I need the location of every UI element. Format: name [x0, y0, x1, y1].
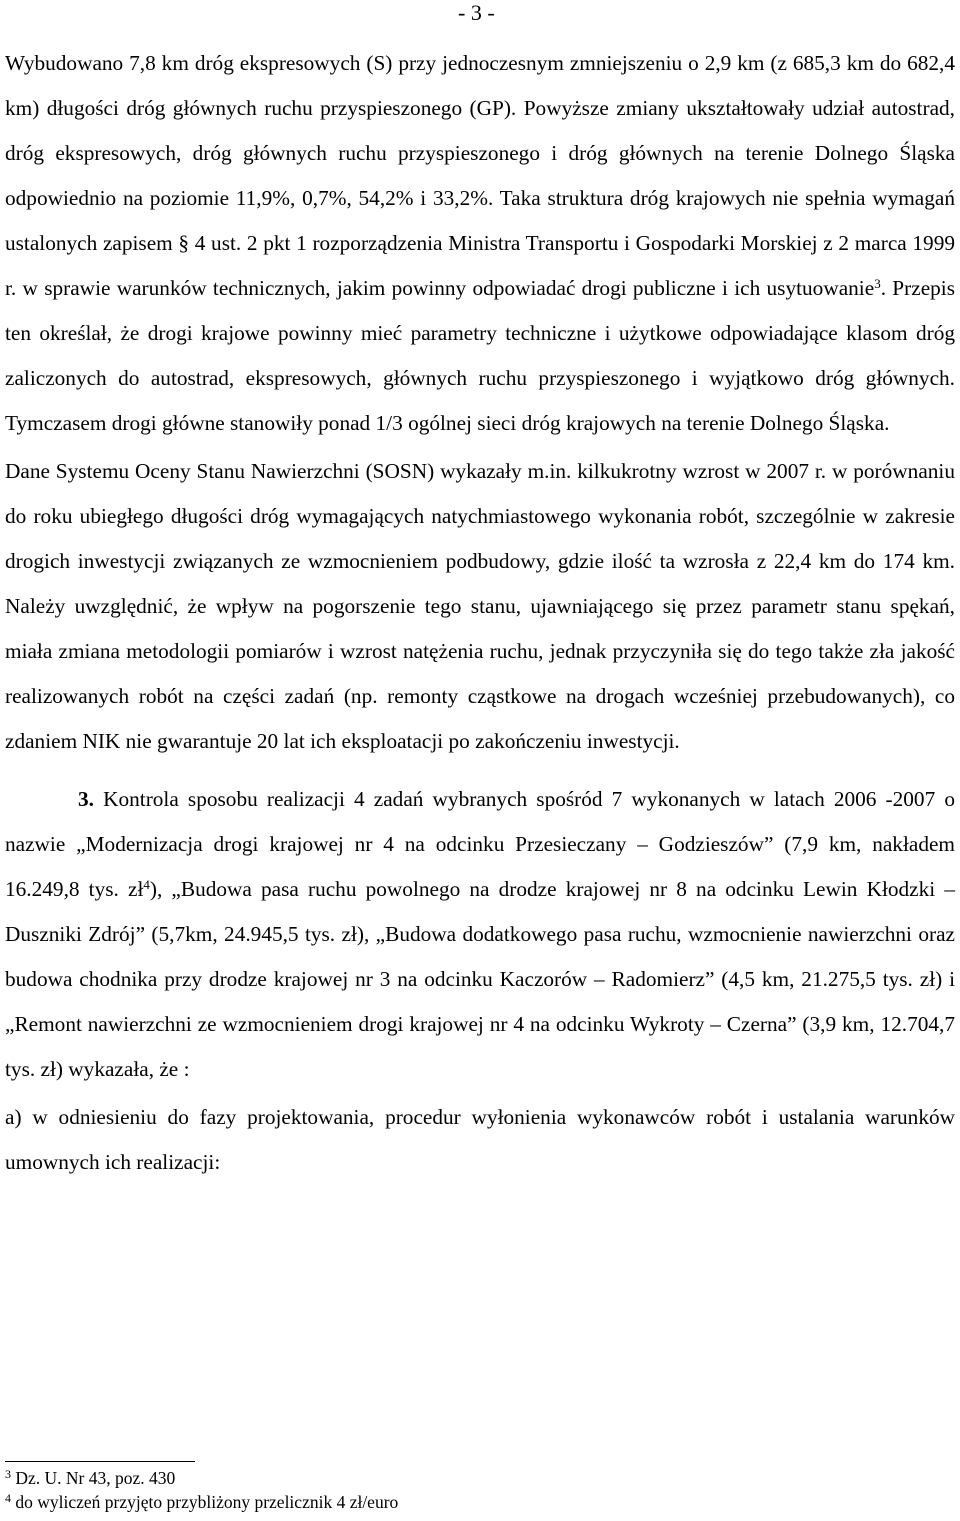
- footnote-ref: 4: [143, 877, 150, 892]
- paragraph-text: . Przepis ten określał, że drogi krajowe powinny mieć parametry techniczne i użytkowe odpowiadające klasom dróg zaliczonych do autostrad, ekspresowych, głównych ruchu przyspieszonego i wyjątkowo dróg głównych. Tymczasem drogi główne stanowiły ponad 1/3 ogólnej sieci dróg krajowych na terenie Dolnego Śląska.: [5, 276, 955, 435]
- footnote-number: 3: [5, 1467, 11, 1481]
- paragraph-text: a) w odniesieniu do fazy projektowania, procedur wyłonienia wykonawców robót i ustalania warunków umownych ich realizacji:: [5, 1105, 955, 1174]
- footnotes: [5, 1466, 955, 1514]
- paragraph-text: Wybudowano 7,8 km dróg ekspresowych (S) przy jednoczesnym zmniejszeniu o 2,9 km (z 685,3 km do 682,4 km) długości dróg głównych ruchu przyspieszonego (GP). Powyższe zmiany ukształtowały udział autostrad, dróg ekspresowych, dróg głównych ruchu przyspieszonego i dróg głównych na terenie Dolnego Śląska odpowiednio na poziomie 11,9%, 0,7%, 54,2% i 33,2%. Taka struktura dróg krajowych nie spełnia wymagań ustalonych zapisem § 4 ust. 2 pkt 1 rozporządzenia Ministra Transportu i Gospodarki Morskiej z 2 marca 1999 r. w sprawie warunków technicznych, jakim powinny odpowiadać drogi publiczne i ich usytuowanie: [5, 51, 955, 300]
- paragraph-text: Kontrola sposobu realizacji 4 zadań wybranych spośród 7 wykonanych w latach 2006 -2007 o nazwie „Modernizacja drogi krajowej nr 4 na odcinku Przesieczany – Godzieszów” (7,9 km, nakładem 16.249,8 tys. zł: [5, 787, 955, 901]
- paragraph-road-structure: [5, 41, 955, 446]
- footnote: [5, 1466, 955, 1490]
- document-body: [5, 41, 955, 1185]
- paragraph-text: ), „Budowa pasa ruchu powolnego na drodze krajowej nr 8 na odcinku Lewin Kłodzki – Duszniki Zdrój” (5,7km, 24.945,5 tys. zł), „Budowa dodatkowego pasa ruchu, wzmocnienie nawierzchni oraz budowa chodnika przy drodze krajowej nr 3 na odcinku Kaczorów – Radomierz” (4,5 km, 21.275,5 tys. zł) i „Remont nawierzchni ze wzmocnieniem drogi krajowej nr 4 na odcinku Wykroty – Czerna” (3,9 km, 12.704,7 tys. zł) wykazała, że :: [5, 877, 955, 1081]
- footnote-text: Dz. U. Nr 43, poz. 430: [11, 1468, 176, 1488]
- paragraph-text: Dane Systemu Oceny Stanu Nawierzchni (SOSN) wykazały m.in. kilkukrotny wzrost w 2007 r. w porównaniu do roku ubiegłego długości dróg wymagających natychmiastowego wykonania robót, szczególnie w zakresie drogich inwestycji związanych ze wzmocnieniem podbudowy, gdzie ilość ta wzrosła z 22,4 km do 174 km. Należy uwzględnić, że wpływ na pogorszenie tego stanu, ujawniającego się przez parametr stanu spękań, miała zmiana metodologii pomiarów i wzrost natężenia ruchu, jednak przyczyniła się do tego także zła jakość realizowanych robót na części zadań (np. remonty cząstkowe na drogach wcześniej przebudowanych), co zdaniem NIK nie gwarantuje 20 lat ich eksploatacji po zakończeniu inwestycji.: [5, 459, 955, 753]
- paragraph-audit-tasks: [5, 777, 955, 1092]
- footnote-number: 4: [5, 1491, 11, 1505]
- footnote-text: do wyliczeń przyjęto przybliżony przelicznik 4 zł/euro: [11, 1492, 399, 1512]
- paragraph-point-a: [5, 1095, 955, 1185]
- footnote-ref: 3: [874, 276, 881, 291]
- footnote: [5, 1490, 955, 1514]
- footnote-separator: [5, 1461, 195, 1462]
- paragraph-sosn-data: [5, 449, 955, 764]
- section-number: 3.: [78, 787, 94, 811]
- page-number: - 3 -: [458, 0, 495, 25]
